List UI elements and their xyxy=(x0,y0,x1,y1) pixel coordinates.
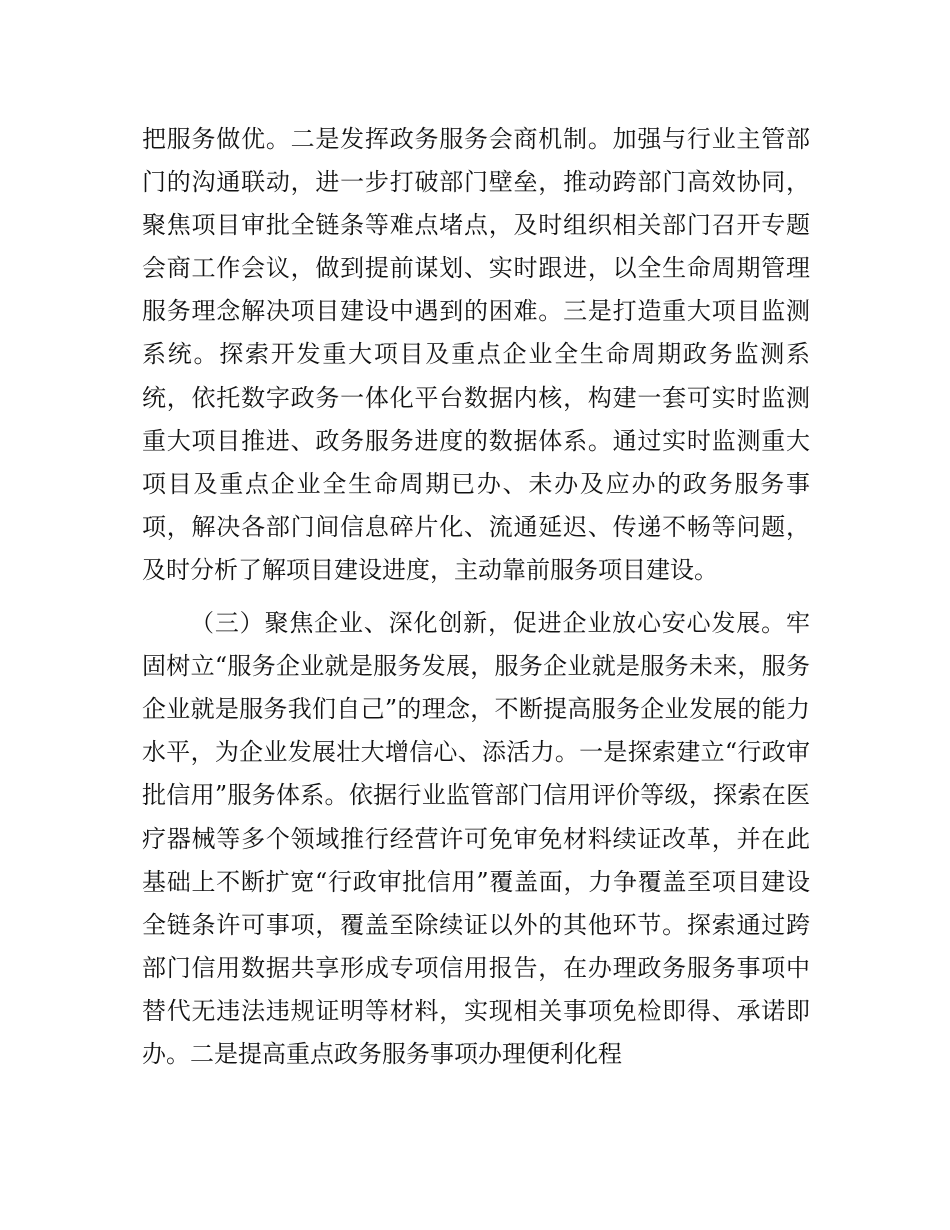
paragraph-section-three: （三）聚焦企业、深化创新，促进企业放心安心发展。牢固树立“服务企业就是服务发展，服务企业就是服务未来，服务企业就是服务我们自己”的理念，不断提高服务企业发展的能力水平，为企业发展壮大增信心、添活力。一是探索建立“行政审批信用”服务体系。依据行业监管部门信用评价等级，探索在医疗器械等多个领域推行经营许可免审免材料续证改革，并在此基础上不断扩宽“行政审批信用”覆盖面，力争覆盖至项目建设全链条许可事项，覆盖至除续证以外的其他环节。探索通过跨部门信用数据共享形成专项信用报告，在办理政务服务事项中替代无违法违规证明等材料，实现相关事项免检即得、承诺即办。二是提高重点政务服务事项办理便利化程 xyxy=(142,609,810,1068)
document-body xyxy=(142,118,810,1076)
paragraph-continued: 把服务做优。二是发挥政务服务会商机制。加强与行业主管部门的沟通联动，进一步打破部门壁垒，推动跨部门高效协同，聚焦项目审批全链条等难点堵点，及时组织相关部门召开专题会商工作会议，做到提前谋划、实时跟进，以全生命周期管理服务理念解决项目建设中遇到的困难。三是打造重大项目监测系统。探索开发重大项目及重点企业全生命周期政务监测系统，依托数字政务一体化平台数据内核，构建一套可实时监测重大项目推进、政务服务进度的数据体系。通过实时监测重大项目及重点企业全生命周期已办、未办及应办的政务服务事项，解决各部门间信息碎片化、流通延迟、传递不畅等问题，及时分析了解项目建设进度，主动靠前服务项目建设。 xyxy=(142,125,810,584)
